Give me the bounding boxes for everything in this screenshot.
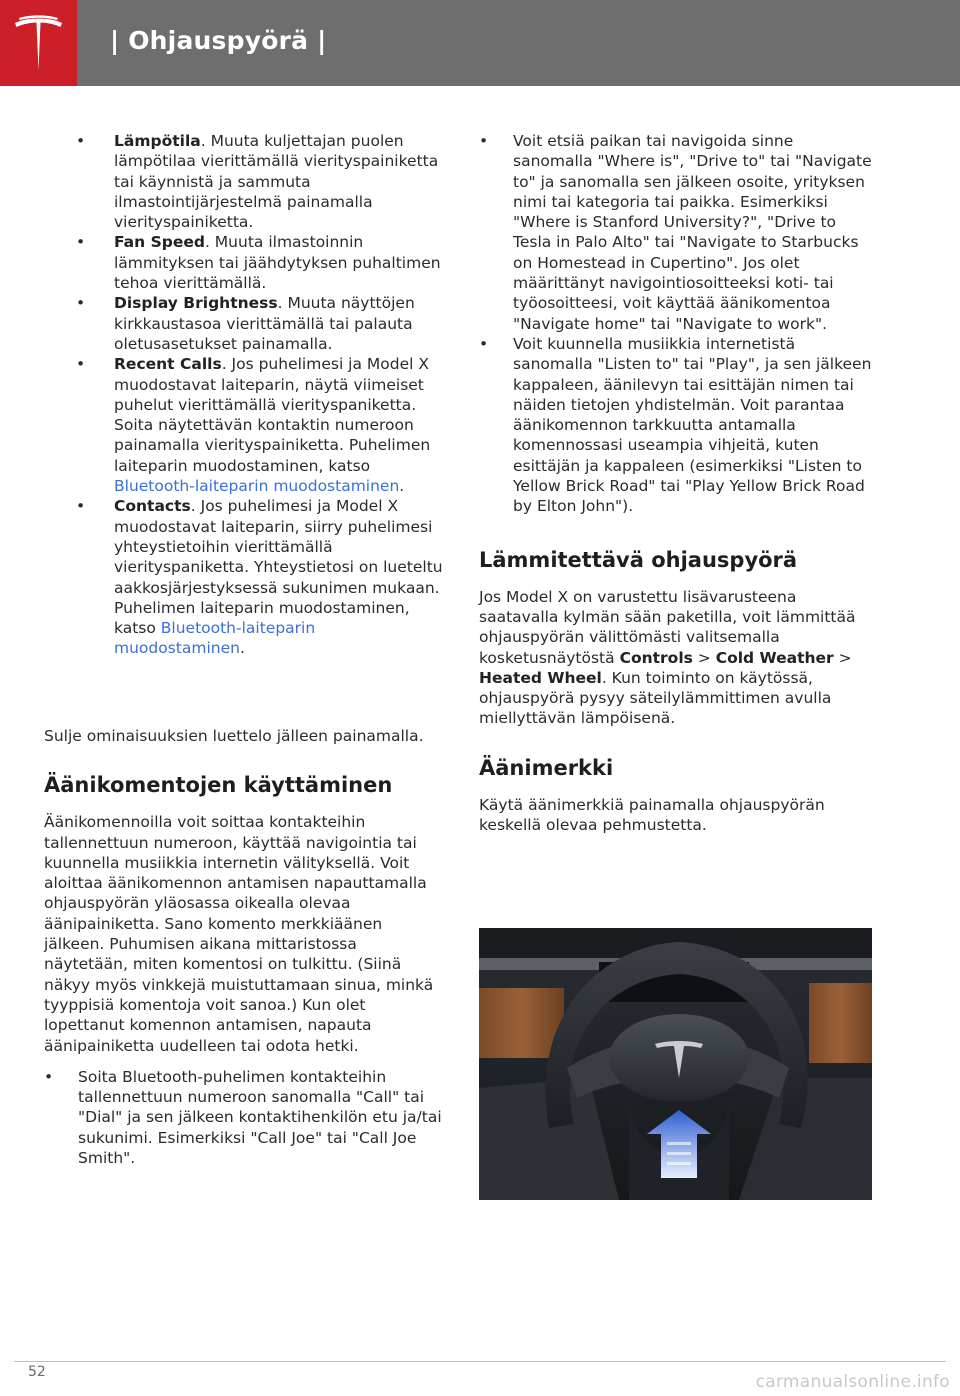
steering-wheel-image	[479, 928, 872, 1200]
list-item: • Display Brightness. Muuta näyttöjen kirkkaustasoa vierittämällä tai palauta oletusasetukset painamalla.	[76, 293, 446, 354]
tesla-logo-icon	[13, 14, 64, 72]
left-column	[76, 131, 446, 659]
bluetooth-pairing-link[interactable]: Bluetooth-laiteparin muodostaminen	[114, 619, 316, 658]
list-item: • Soita Bluetooth-puhelimen kontakteihin tallennettuun numeroon sanomalla "Call" tai "Dial" ja sen jälkeen kontaktihenkilön etu ja/tai sukunimi. Esimerkiksi "Call Joe" tai "Call Joe Smith".	[44, 1067, 444, 1168]
tesla-logo	[0, 0, 77, 86]
list-item: • Fan Speed. Muuta ilmastoinnin lämmityksen tai jäähdytyksen puhaltimen tehoa vierittämällä.	[76, 232, 446, 293]
heated-wheel-paragraph: Jos Model X on varustettu lisävarusteena saatavalla kylmän sään paketilla, voit lämmittää ohjauspyörän välittömästi valitsemalla kosketusnäytöstä Controls > Cold Weather > Heated Wheel. Kun toiminto on käytössä, ohjauspyörä pysyy säteilylämmittimen avulla miellyttävän lämpöisenä.	[479, 587, 856, 728]
close-list-text: Sulje ominaisuuksien luettelo jälleen painamalla.	[44, 727, 424, 745]
section-heading-voice: Äänikomentojen käyttäminen	[44, 773, 393, 798]
list-item: • Voit kuunnella musiikkia internetistä sanomalla "Listen to" tai "Play", ja sen jälkeen kappaleen, äänilevyn tai esittäjän nimen tai näiden tietojen yhdistelmän. Voit parantaa äänikomennon tarkkuutta antamalla komennossasi useampia vihjeitä, kuten esittäjän ja kappaleen (esimerkiksi "Listen to Yellow Brick Road" tai "Play Yellow Brick Road by Elton John").	[479, 334, 877, 517]
left-column-body	[44, 726, 444, 1168]
list-item: • Voit etsiä paikan tai navigoida sinne sanomalla "Where is", "Drive to" tai "Navigate to" ja sanomalla sen jälkeen osoite, yrityksen nimi tai kategoria tai paikka. Esimerkiksi "Where is Stanford University?", "Drive to Tesla in Palo Alto" tai "Navigate to Starbucks on Homestead in Cupertino". Jos olet määrittänyt navigointiosoitteeksi koti- tai työosoitteesi, voit käyttää äänikomentoa "Navigate home" tai "Navigate to work".	[479, 131, 877, 334]
page-header	[0, 0, 960, 86]
steering-wheel-horn-image	[479, 928, 872, 1200]
section-heading-heated-wheel: Lämmitettävä ohjauspyörä	[479, 547, 798, 572]
watermark: carmanualsonline.info	[755, 1372, 950, 1392]
list-item: • Recent Calls. Jos puhelimesi ja Model X muodostavat laiteparin, näytä viimeiset puhelut vierittämällä vierityspaniketta. Soita näytettävän kontaktin numeroon painamalla vierityspainiketta. Puhelimen laiteparin muodostaminen, katso Bluetooth-laiteparin muodostaminen.	[76, 354, 446, 496]
voice-paragraph: Äänikomennoilla voit soittaa kontakteihin tallennettuun numeroon, käyttää navigointia tai kuunnella musiikkia internetin välityksellä. Voit aloittaa äänikomennon antamisen napauttamalla ohjauspyörän yläosassa oikealla olevaa äänipainiketta. Sano komento merkkiäänen jälkeen. Puhumisen aikana mittaristossa näytetään, miten komentosi on tulkittu. (Siinä näkyy myös vinkkejä muistuttamaan sinua, minkä tyyppisiä komentoja voit sanoa.) Kun olet lopettanut komennon antamisen, napauta äänipainiketta uudelleen tai odota hetki.	[44, 813, 434, 1055]
page-title: | Ohjauspyörä |	[110, 26, 327, 55]
horn-paragraph: Käytä äänimerkkiä painamalla ohjauspyörän keskellä olevaa pehmustetta.	[479, 795, 825, 835]
section-heading-horn: Äänimerkki	[479, 755, 614, 780]
footer-divider	[14, 1361, 946, 1362]
list-item: • Lämpötila. Muuta kuljettajan puolen lämpötilaa vierittämällä vierityspainiketta tai käynnistä ja sammuta ilmastointijärjestelmä painamalla vierityspainiketta.	[76, 131, 446, 232]
right-column	[479, 131, 877, 835]
bluetooth-pairing-link[interactable]: Bluetooth-laiteparin muodostaminen	[114, 477, 400, 496]
list-item: • Contacts. Jos puhelimesi ja Model X muodostavat laiteparin, siirry puhelimesi yhteystietoihin vierittämällä vierityspaniketta. Yhteystietosi on lueteltu aakkosjärjestyksessä sukunimen mukaan. Puhelimen laiteparin muodostaminen, katso Bluetooth-laiteparin muodostaminen.	[76, 496, 446, 658]
page-number: 52	[28, 1364, 46, 1380]
